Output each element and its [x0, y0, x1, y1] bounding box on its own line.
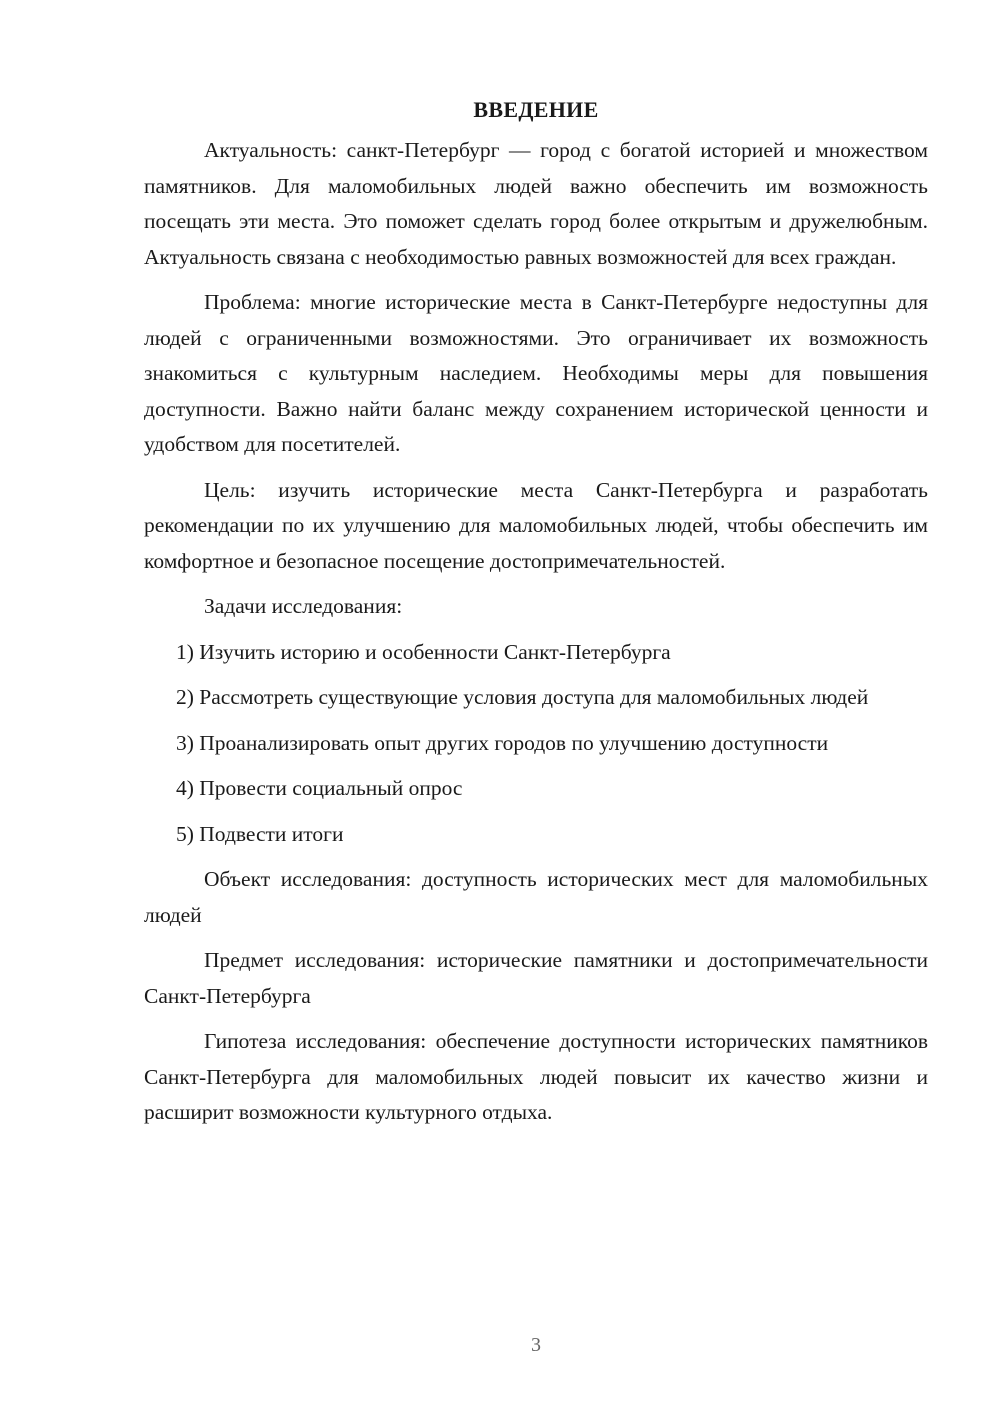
section-heading: ВВЕДЕНИЕ — [473, 97, 599, 122]
tasks-title: Задачи исследования: — [204, 594, 403, 618]
task-item-2: 2) Рассмотреть существующие условия доступа для маломобильных людей — [176, 685, 869, 709]
task-item-4: 4) Провести социальный опрос — [176, 776, 463, 800]
problem-paragraph: Проблема: многие исторические места в Санкт-Петербурге недоступны для людей с ограниченными возможностями. Это ограничивает их возможность знакомиться с культурным наследием. Необходимы меры для повышения доступности. Важно найти баланс между сохранением исторической ценности и удобством для посетителей. — [144, 290, 928, 456]
task-item-3: 3) Проанализировать опыт других городов по улучшению доступности — [176, 730, 829, 755]
object-paragraph: Объект исследования: доступность исторических мест для маломобильных людей — [144, 867, 928, 927]
relevance-paragraph: Актуальность: санкт-Петербург — город с богатой историей и множеством памятников. Для маломобильных людей важно обеспечить им возможность посещать эти места. Это поможет сделать город более открытым и дружелюбным. Актуальность связана с необходимостью равных возможностей для всех граждан. — [144, 138, 928, 269]
page-number: 3 — [531, 1334, 541, 1356]
subject-paragraph: Предмет исследования: исторические памятники и достопримечательности Санкт-Петербурга — [144, 948, 928, 1008]
task-item-1: 1) Изучить историю и особенности Санкт-Петербурга — [176, 639, 671, 664]
hypothesis-paragraph: Гипотеза исследования: обеспечение доступности исторических памятников Санкт-Петербурга для маломобильных людей повысит их качество жизни и расширит возможности культурного отдыха. — [144, 1029, 928, 1124]
goal-paragraph: Цель: изучить исторические места Санкт-Петербурга и разработать рекомендации по их улучшению для маломобильных людей, чтобы обеспечить им комфортное и безопасное посещение достопримечательностей. — [144, 477, 928, 573]
task-item-5: 5) Подвести итоги — [176, 821, 344, 846]
